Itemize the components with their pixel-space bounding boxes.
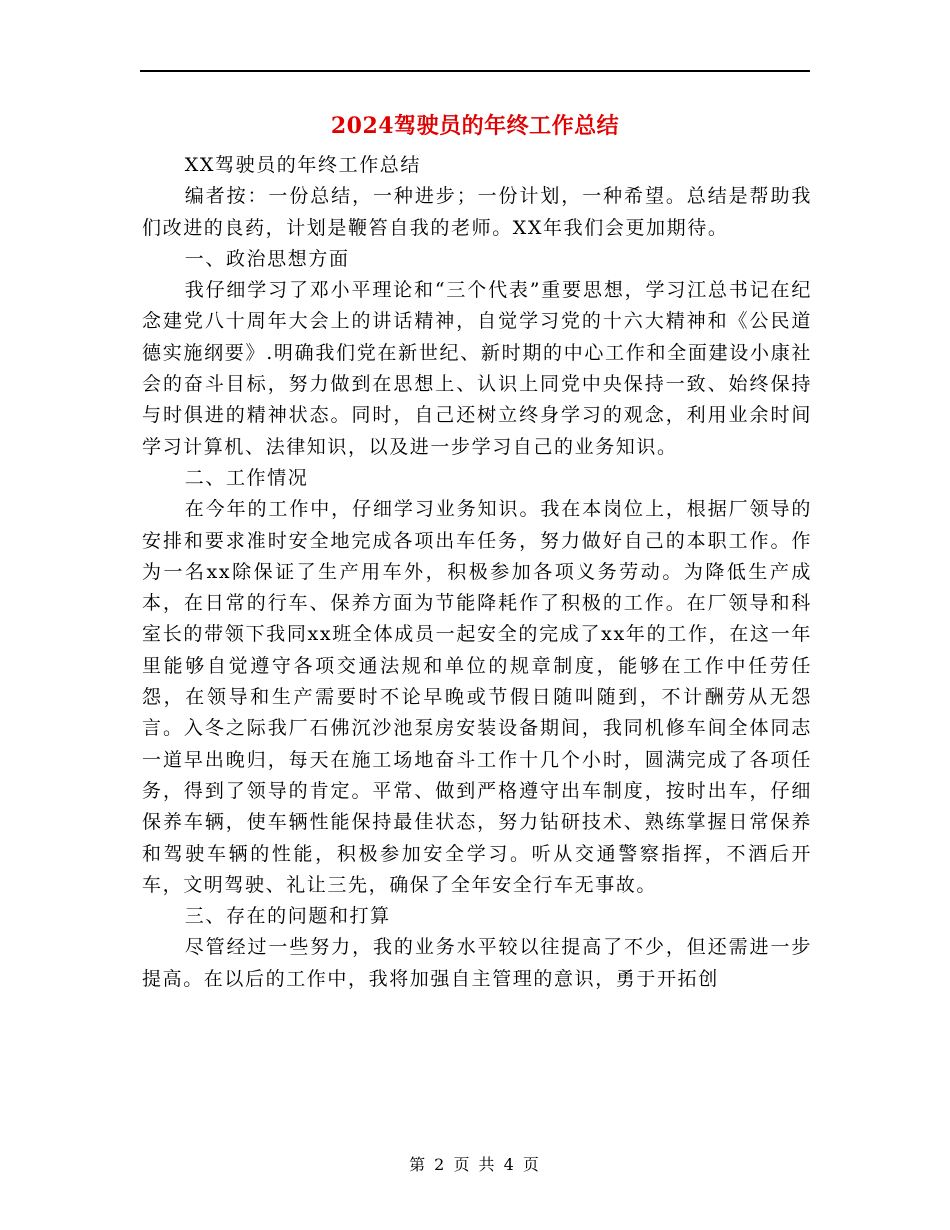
section-heading-work: 二、工作情况 xyxy=(184,466,309,489)
paragraph-subtitle: XX驾驶员的年终工作总结 xyxy=(184,154,422,176)
paragraph-work: 在今年的工作中，仔细学习业务知识。我在本岗位上，根据厂领导的安排和要求准时安全地完成各项出车任务，努力做好自己的本职工作。作为一名xx除保证了生产用车外，积极参加各项义务劳动。为降低生产成本，在日常的行车、保养方面为节能降耗作了积极的工作。在厂领导和科室长的带领下我同xx班全体成员一起安全的完成了xx年的工作，在这一年里能够自觉遵守各项交通法规和单位的规章制度，能够在工作中任劳任怨，在领导和生产需要时不论早晚或节假日随叫随到，不计酬劳从无怨言。入冬之际我厂石佛沉沙池泵房安装设备期间，我同机修车间全体同志一道早出晚归，每天在施工场地奋斗工作十几个小时，圆满完成了各项任务，得到了领导的肯定。平常、做到严格遵守出车制度，按时出车，仔细保养车辆，使车辆性能保持最佳状态，努力钻研技术、熟练掌握日常保养和驾驶车辆的性能，积极参加安全学习。听从交通警察指挥，不酒后开车，文明驾驶、礼让三先，确保了全年安全行车无事故。 xyxy=(142,498,812,896)
document-body xyxy=(142,150,812,995)
section-heading-problems: 三、存在的问题和打算 xyxy=(184,905,391,928)
page-footer: 第 2 页 共 4 页 xyxy=(409,1155,541,1174)
section-heading-political: 一、政治思想方面 xyxy=(184,247,350,270)
paragraph-political: 我仔细学习了邓小平理论和“三个代表”重要思想，学习江总书记在纪念建党八十周年大会上的讲话精神，自觉学习党的十六大精神和《公民道德实施纲要》.明确我们党在新世纪、新时期的中心工作和全面建设小康社会的奋斗目标，努力做到在思想上、认识上同党中央保持一致、始终保持与时俱进的精神状态。同时，自己还树立终身学习的观念，利用业余时间学习计算机、法律知识，以及进一步学习自己的业务知识。 xyxy=(142,279,812,458)
header-rule xyxy=(140,70,810,72)
paragraph-problems: 尽管经过一些努力，我的业务水平较以往提高了不少，但还需进一步提高。在以后的工作中，我将加强自主管理的意识，勇于开拓创 xyxy=(142,936,812,990)
document-title: 2024驾驶员的年终工作总结 xyxy=(330,113,620,139)
paragraph-editor-note: 编者按：一份总结，一种进步；一份计划，一种希望。总结是帮助我们改进的良药，计划是鞭笞自我的老师。XX年我们会更加期待。 xyxy=(142,185,812,239)
